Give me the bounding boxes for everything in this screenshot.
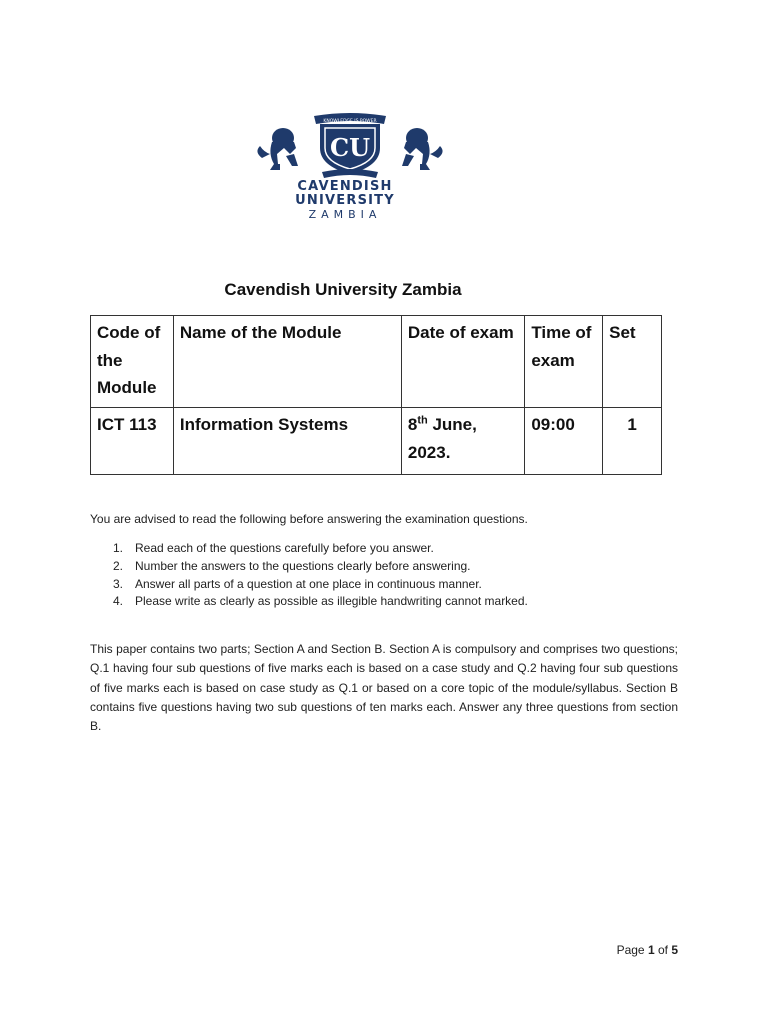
right-lion-icon — [402, 128, 443, 170]
cell-time: 09:00 — [525, 408, 603, 475]
table-row — [91, 408, 662, 475]
cell-date: 8th June, 2023. — [401, 408, 524, 475]
exam-info-table — [90, 315, 662, 475]
table-header-row — [91, 316, 662, 408]
svg-text:CU: CU — [329, 133, 371, 162]
instructions-intro: You are advised to read the following before answering the examination questions. — [90, 512, 528, 526]
list-item: 1. Read each of the questions carefully before you answer. — [112, 541, 434, 555]
instructions-list — [90, 540, 528, 611]
left-lion-icon — [257, 128, 298, 170]
header-date: Date of exam — [401, 316, 524, 408]
svg-text:ZAMBIA: ZAMBIA — [308, 208, 382, 220]
svg-text:KNOWLEDGE IS POWER: KNOWLEDGE IS POWER — [323, 119, 377, 124]
header-module-name: Name of the Module — [173, 316, 401, 408]
svg-text:UNIVERSITY: UNIVERSITY — [295, 193, 395, 208]
svg-text:CAVENDISH: CAVENDISH — [297, 179, 393, 194]
list-item: 4. Please write as clearly as possible as illegible handwriting cannot marked. — [112, 594, 528, 609]
cell-code: ICT 113 — [91, 408, 174, 475]
crest-icon — [250, 108, 450, 220]
header-time: Time of exam — [525, 316, 603, 408]
cell-module-name: Information Systems — [173, 408, 401, 475]
paper-structure-paragraph: This paper contains two parts; Section A and Section B. Section A is compulsory and comprises two questions; Q.1 having four sub questions of five marks each is based on a case study and Q.2 having four sub questions of five marks each is based on case study as Q.1 or based on a core topic of the module/syllabus. Section B contains five questions having two sub questions of ten marks each. Answer any three questions from section B. — [90, 642, 678, 734]
university-logo — [250, 108, 450, 220]
list-item: 3. Answer all parts of a question at one place in continuous manner. — [112, 576, 482, 591]
header-set: Set — [603, 316, 662, 408]
list-item: 2. Number the answers to the questions clearly before answering. — [112, 558, 471, 573]
page-title: Cavendish University Zambia — [224, 280, 462, 299]
page-number: Page 1 of 5 — [616, 943, 678, 957]
header-code: Code of the Module — [91, 316, 174, 408]
cell-set: 1 — [603, 408, 662, 475]
